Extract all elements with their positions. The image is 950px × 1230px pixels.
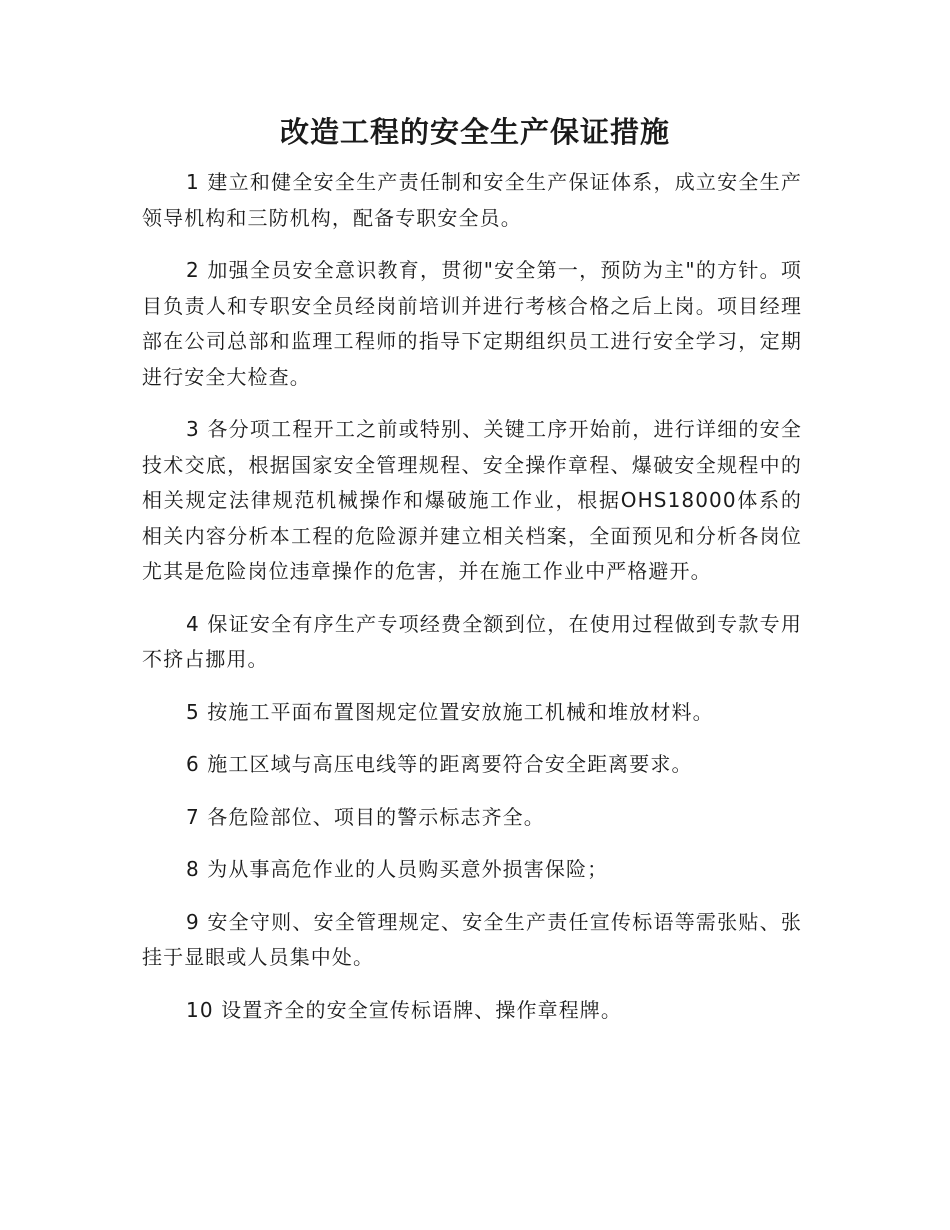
paragraph-5: 5 按施工平面布置图规定位置安放施工机械和堆放材料。 — [186, 699, 714, 724]
document-title: 改造工程的安全生产保证措施 — [279, 115, 670, 149]
paragraph-1: 1 建立和健全安全生产责任制和安全生产保证体系，成立安全生产领导机构和三防机构，配备专职安全员。 — [142, 170, 802, 230]
paragraph-4: 4 保证安全有序生产专项经费全额到位，在使用过程做到专款专用不挤占挪用。 — [142, 611, 802, 671]
paragraph-3: 3 各分项工程开工之前或特别、关键工序开始前，进行详细的安全技术交底，根据国家安全管理规程、安全操作章程、爆破安全规程中的相关规定法律规范机械操作和爆破施工作业，根据OHS18000体系的相关内容分析本工程的危险源并建立相关档案，全面预见和分析各岗位尤其是危险岗位违章操作的危害，并在施工作业中严格避开。 — [142, 417, 802, 583]
paragraph-10: 10 设置齐全的安全宣传标语牌、操作章程牌。 — [186, 997, 623, 1022]
paragraph-8: 8 为从事高危作业的人员购买意外损害保险； — [186, 857, 609, 881]
paragraph-6: 6 施工区域与高压电线等的距离要符合安全距离要求。 — [186, 752, 693, 776]
paragraph-9: 9 安全守则、安全管理规定、安全生产责任宣传标语等需张贴、张挂于显眼或人员集中处。 — [142, 909, 802, 969]
document-body — [142, 165, 802, 1045]
paragraph-2: 2 加强全员安全意识教育，贯彻"安全第一，预防为主"的方针。项目负责人和专职安全员经岗前培训并进行考核合格之后上岗。项目经理部在公司总部和监理工程师的指导下定期组织员工进行安全学习，定期进行安全大检查。 — [142, 258, 802, 389]
paragraph-7: 7 各危险部位、项目的警示标志齐全。 — [186, 804, 545, 829]
